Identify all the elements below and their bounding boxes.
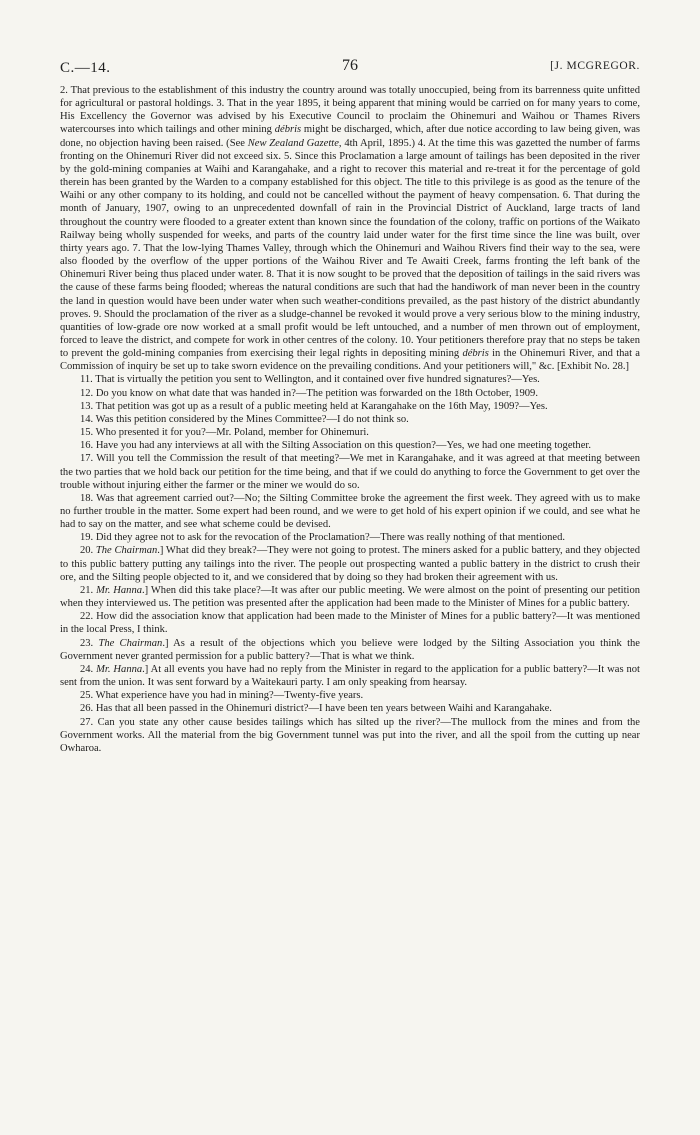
- text-run: in the Ohinemuri River, and that a Commission of inquiry be set up to take sworn evidence on the prevailing conditions. And your petitioners will," &c. [Exhibit No. 28.]: [60, 348, 640, 373]
- page-header: [60, 57, 640, 80]
- question-answer-paragraph: [60, 426, 640, 439]
- italic-text: Mr. Hanna: [96, 584, 143, 596]
- text-run: 16. Have you had any interviews at all with the Silting Association on this question?—Yes, we had one meeting together.: [80, 440, 591, 452]
- question-answer-paragraph: [60, 716, 640, 755]
- text-run: 21.: [80, 584, 97, 596]
- italic-text: débris: [462, 348, 489, 360]
- text-run: 26. Has that all been passed in the Ohinemuri district?—I have been ten years between Waihi and Karangahake.: [80, 703, 552, 715]
- petition-paragraph: [60, 84, 640, 373]
- text-run: might be discharged, which, after due notice according to law being given, was done, no objection having been raised. (See: [60, 124, 640, 149]
- text-run: 17. Will you tell the Commission the result of that meeting?—We met in Karangahake, and it was agreed at that meeting between the two parties that we hold back our petition for the time being, and that if we could do anything to force the Government to get over the trouble without injuring either the farmer or the miner we would do so.: [60, 453, 640, 491]
- question-answer-paragraph: [60, 439, 640, 452]
- question-answer-paragraph: [60, 387, 640, 400]
- question-answer-paragraph: [60, 531, 640, 544]
- text-run: 24.: [80, 663, 97, 675]
- italic-text: The Chairman: [95, 545, 158, 557]
- text-run: 11. That is virtually the petition you sent to Wellington, and it contained over five hundred signatures?—Yes.: [80, 374, 540, 386]
- text-run: 14. Was this petition considered by the Mines Committee?—I do not think so.: [80, 413, 409, 425]
- text-run: 12. Do you know on what date that was handed in?—The petition was forwarded on the 18th October, 1909.: [80, 387, 538, 399]
- text-run: 25. What experience have you had in mining?—Twenty-five years.: [80, 690, 364, 702]
- question-answer-paragraph: [60, 492, 640, 531]
- text-run: 15. Who presented it for you?—Mr. Poland, member for Ohinemuri.: [80, 427, 369, 439]
- text-run: 19. Did they agree not to ask for the revocation of the Proclamation?—There was really nothing of that mentioned.: [80, 532, 566, 544]
- text-run: 22. How did the association know that application had been made to the Minister of Mines for a public battery?—It was mentioned in the local Press, I think.: [60, 611, 640, 636]
- witness-name: [J. MCGREGOR.: [550, 60, 640, 72]
- text-run: 23.: [80, 637, 99, 649]
- text-run: 2. That previous to the establishment of this industry the country around was totally unoccupied, being from its barrenness quite unfitted for agricultural or pastoral holdings. 3. That in the year 1895, it being apparent that mining would be carried on for many years to come, His Excellency the Governor was advised by his Executive Council to proclaim the Ohinemuri and Waihou or Thames Rivers watercourses into which tailings and other mining: [60, 85, 640, 136]
- question-answer-paragraph: [60, 544, 640, 583]
- text-run: 20.: [80, 545, 96, 557]
- italic-text: New Zealand Gazette: [247, 137, 339, 149]
- text-run: 13. That petition was got up as a result of a public meeting held at Karangahake on the 16th May, 1909?—Yes.: [80, 400, 548, 412]
- italic-text: débris: [274, 124, 302, 136]
- text-run: 27. Can you state any other cause besides tailings which has silted up the river?—The mullock from the mines and from the Government works. All the material from the big Government tunnel was put into the river, and all the spoil from the cutting up near Owharoa.: [60, 716, 640, 754]
- text-run: .] At all events you have had no reply from the Minister in regard to the application for a public battery?—It was not sent from the union. It was sent forward by a Waitekauri party. I am only speaking from hearsay.: [60, 663, 640, 689]
- question-answer-paragraph: [60, 584, 640, 610]
- question-answer-paragraph: [60, 400, 640, 413]
- question-answer-paragraph: [60, 373, 640, 386]
- document-code: C.—14.: [60, 60, 111, 76]
- question-answer-paragraph: [60, 610, 640, 636]
- question-answer-paragraph: [60, 702, 640, 715]
- document-body: [60, 84, 640, 755]
- text-run: , 4th April, 1895.) 4. At the time this was gazetted the number of farms fronting on the Ohinemuri River did not exceed six. 5. Since this Proclamation a large amount of tailings has been deposited in the river by the gold-mining companies at Waihi and Karangahake, and a right to recover this material and re-treat it for the percentage of gold therein has been granted by the Warden to a company established for this object. The title to this privilege is as good as the tenure of the Waihi or any other company to its holding, and could not be cancelled without the payment of heavy compensation. 6. That during the month of January, 1907, owing to an unprecedented downfall of rain in the Provincial District of Auckland, large tracts of land throughout the country were flooded to a greater extent than known since the foundation of the colony, traffic on portions of the Waikato Railway being wholly suspended for weeks, and parts of the country laid under water for the first time since the line was built, over thirty years ago. 7. That the low-lying Thames Valley, through which the Ohinemuri and Waihou Rivers find their way to the sea, were also flooded by the overflow of the upper portions of the Waihou River and Te Awaiti Creek, farms fronting the left bank of the Ohinemuri River being thus placed under water. 8. That it is now sought to be proved that the deposition of tailings in the said rivers was the cause of these farms being flooded; whereas the natural conditions are such that had the handiwork of man never been in the country the land in question would have been under water when such weather-conditions prevailed, as the past history of the district abundantly proves. 9. Should the proclamation of the river as a sludge-channel be revoked it would prove a very serious blow to the mining industry, quantities of low-grade ore now worked at a small profit would be left untouched, and a number of men thrown out of employment, forced to leave the district, and compete for work in other centres of the colony. 10. Your petitioners therefore pray that no steps be taken to prevent the gold-mining companies from exercising their legal rights in depositing mining: [60, 137, 640, 360]
- question-answer-paragraph: [60, 452, 640, 491]
- text-run: .] As a result of the objections which you believe were lodged by the Silting Association you think the Government never granted permission for a public battery?—That is what we think.: [60, 637, 640, 662]
- question-answer-paragraph: [60, 663, 640, 689]
- question-answer-paragraph: [60, 689, 640, 702]
- text-run: 18. Was that agreement carried out?—No; the Silting Committee broke the agreement the first week. They agreed with us to make no further trouble in the matter. Some expert had been round, and we were to get hold of his expert opinion if we could, and see what he had to say on the matter, and see what scheme could be devised.: [60, 492, 640, 531]
- question-answer-paragraph: [60, 637, 640, 663]
- text-run: .] When did this take place?—It was after our public meeting. We were almost on the point of presenting our petition when they interviewed us. The petition was presented after the application had been made to the Minister of Mines for a public battery.: [60, 584, 640, 610]
- question-answer-paragraph: [60, 413, 640, 426]
- italic-text: Mr. Hanna: [96, 663, 143, 675]
- italic-text: The Chairman: [98, 637, 163, 649]
- page-number: 76: [342, 57, 358, 74]
- text-run: .] What did they break?—They were not going to protest. The miners asked for a public battery, and they objected to this public battery putting any tailings into the river. The people out prospecting wanted a public battery in the district to crush their ore, and the Silting people objected to it, and we considered that by doing so they had broken their agreement with us.: [60, 545, 640, 583]
